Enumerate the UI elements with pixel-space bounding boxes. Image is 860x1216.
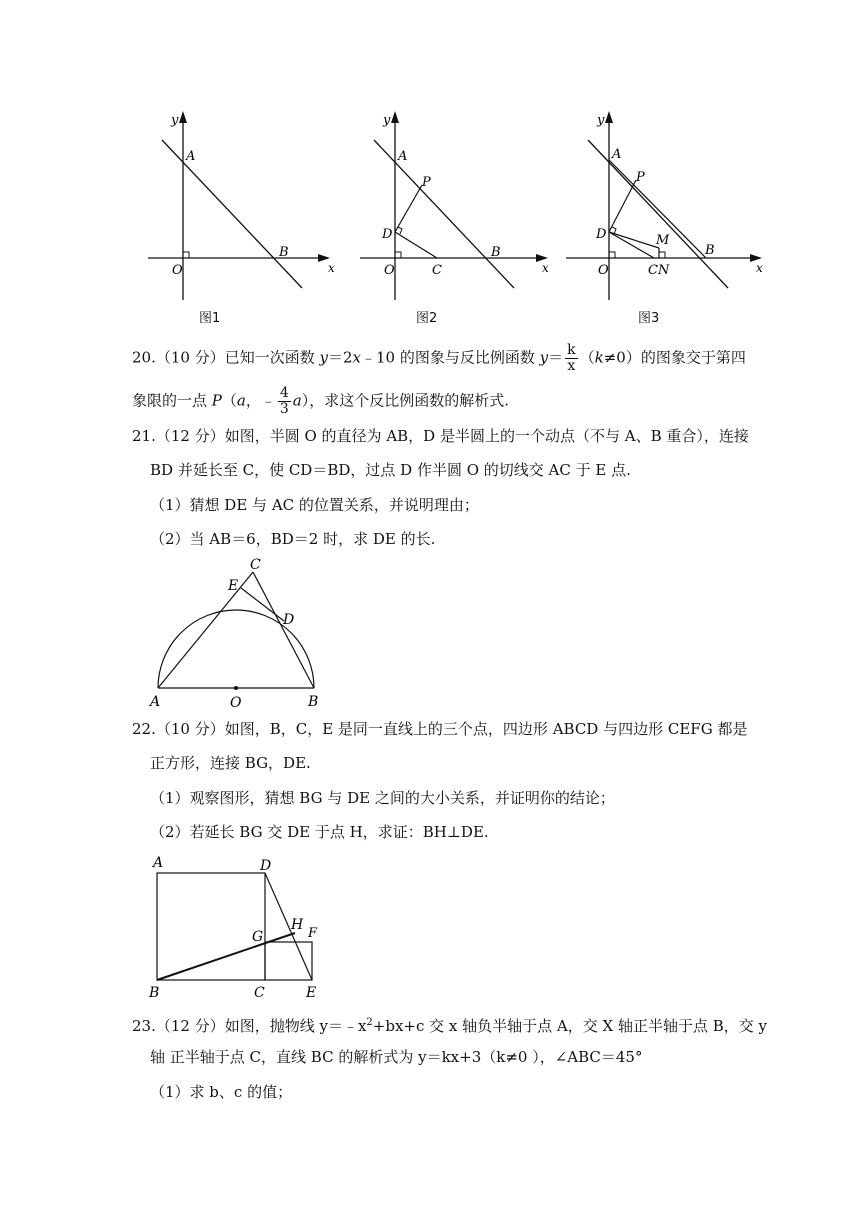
q21-label-a: A [150, 694, 161, 710]
fig3-right-angle-n [659, 252, 665, 258]
fig2-label-a: A [398, 149, 408, 164]
q21-seg-ac [158, 572, 253, 688]
q22-label-e: E [306, 985, 317, 1001]
q22-label-h: H [291, 917, 304, 933]
fig3-label-o: O [598, 263, 609, 278]
q21-label-d: D [283, 612, 295, 628]
fig2-label-c: C [432, 263, 442, 278]
q21-label-b: B [308, 694, 319, 710]
q21-label-o: O [230, 695, 242, 711]
q22-square-abcd [157, 873, 265, 980]
fig2-label-y: y [383, 113, 391, 128]
q20-line2: 象限的一点 P（a，﹣ $\frac{4}{3}$ a），求这个反比例函数的解析式. [132, 385, 510, 417]
fig1-y-arrow [179, 111, 187, 123]
fig2-right-angle-o [395, 252, 401, 258]
fig1-label-y: y [171, 113, 179, 128]
fig3-seg-dp [609, 180, 636, 232]
fig1-label-o: O [172, 263, 183, 278]
q21-line2: BD 并延长至 C，使 CD＝BD，过点 D 作半圆 O 的切线交 AC 于 E 点. [150, 461, 631, 479]
q22-label-f: F [308, 926, 318, 941]
q22-line1: 22.（10 分）如图，B，C，E 是同一直线上的三个点，四边形 ABCD 与四边形 CEFG 都是 [132, 720, 748, 738]
q22-label-c: C [254, 985, 265, 1001]
q22-square-cefg [265, 942, 312, 980]
q21-seg-ed [241, 588, 284, 621]
figure-3 [566, 108, 780, 308]
fig1-label-b: B [279, 245, 289, 260]
q22-label-a: A [153, 855, 164, 871]
fig2-right-angle-d [398, 227, 402, 234]
fig2-caption: 图2 [416, 311, 438, 326]
q21-sub1: （1）猜想 DE 与 AC 的位置关系，并说明理由； [150, 496, 479, 514]
fig2-label-b: B [491, 245, 501, 260]
fig3-label-y: y [597, 113, 605, 128]
fig2-label-d: D [382, 227, 393, 242]
fig3-seg-dm [609, 232, 659, 248]
fig3-label-cn: CN [648, 263, 670, 278]
q23-sub1: （1）求 b、c 的值； [150, 1083, 293, 1101]
fig3-label-x: x [756, 261, 763, 275]
fig1-label-a: A [186, 149, 196, 164]
q23-line2: 轴 正半轴于点 C，直线 BC 的解析式为 y＝kx+3（k≠0 ），∠ABC＝45° [150, 1048, 643, 1066]
fig1-caption: 图1 [199, 311, 221, 326]
q22-seg-de [265, 873, 312, 980]
q22-sub1: （1）观察图形，猜想 BG 与 DE 之间的大小关系，并证明你的结论； [150, 789, 615, 807]
q21-line1: 21.（12 分）如图，半圆 O 的直径为 AB，D 是半圆上的一个动点（不与 A、B 重合），连接 [132, 427, 749, 445]
fig1-right-angle [183, 252, 189, 258]
figure-1 [140, 108, 340, 308]
fig3-label-p: P [636, 170, 645, 185]
q21-label-e: E [228, 578, 239, 594]
figure-2 [352, 108, 558, 308]
q21-seg-cb [253, 572, 314, 688]
q22-sub2: （2）若延长 BG 交 DE 于点 H，求证：BH⊥DE. [150, 823, 489, 841]
figures-row [0, 0, 860, 330]
fig2-label-p: P [422, 175, 431, 190]
q21-sub2: （2）当 AB＝6，BD＝2 时，求 DE 的长. [150, 530, 436, 548]
q21-center-o [234, 686, 238, 690]
fig2-label-x: x [542, 261, 549, 275]
fig2-seg-dp [395, 185, 422, 232]
q20-fraction-4-3: $\frac{4}{3}$ [279, 385, 289, 417]
fig2-label-o: O [384, 263, 395, 278]
q22-label-g: G [252, 929, 264, 945]
fig3-label-a: A [612, 147, 622, 162]
q20-line1: 20.（10 分）已知一次函数 y＝2x﹣10 的图象与反比例函数 y＝ $\frac{k}{x}$ （k≠0）的图象交于第四 [132, 342, 746, 374]
fig3-right-angle-o [609, 252, 615, 258]
q22-line2: 正方形，连接 BG，DE. [150, 754, 311, 772]
q22-figure [140, 850, 340, 1005]
q23-line1: 23.（12 分）如图，抛物线 $y=﹣x^2+bx+c$ 交 x 轴负半轴于点 A，交 X 轴正半轴于点 B，交 y [132, 1017, 768, 1035]
fig3-seg-dc [609, 232, 654, 258]
q20-fraction-k-over-x: $\frac{k}{x}$ [567, 342, 576, 374]
fig3-label-b: B [705, 243, 715, 258]
q21-label-c: C [250, 557, 261, 573]
q22-label-b: B [149, 985, 160, 1001]
q22-seg-bh [157, 933, 295, 980]
fig1-label-x: x [328, 261, 335, 275]
q21-figure [140, 555, 340, 715]
q22-label-d: D [260, 858, 272, 874]
fig3-caption: 图3 [638, 311, 660, 326]
fig2-y-arrow [391, 111, 399, 123]
fig3-y-arrow [605, 111, 613, 123]
fig3-label-d: D [596, 227, 607, 242]
fig3-label-m: M [656, 233, 670, 248]
